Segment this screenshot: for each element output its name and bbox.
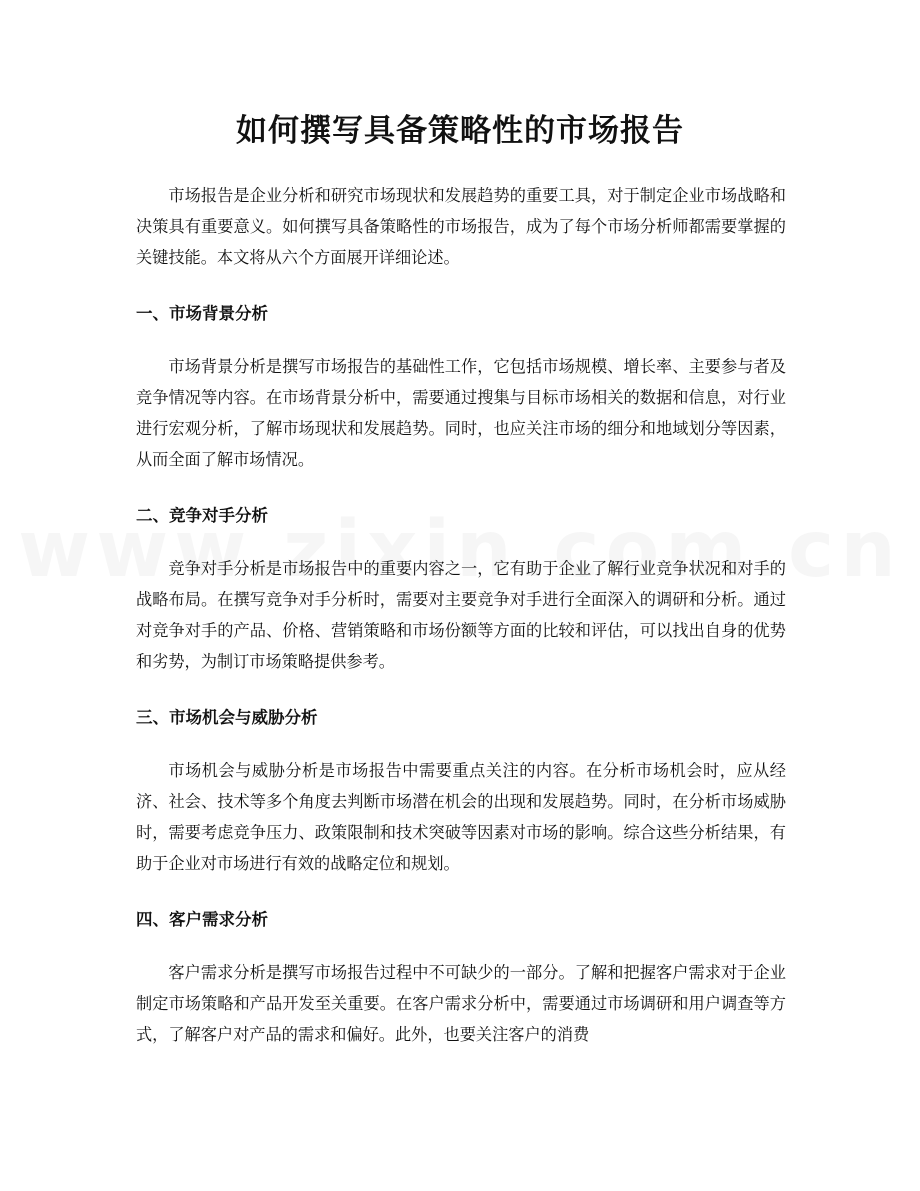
section-body-opportunity-threat: 市场机会与威胁分析是市场报告中需要重点关注的内容。在分析市场机会时，应从经济、社会、技术等多个角度去判断市场潜在机会的出现和发展趋势。同时，在分析市场威胁时，需要考虑竞争压力、政策限制和技术突破等因素对市场的影响。综合这些分析结果，有助于企业对市场进行有效的战略定位和规划。 [136,761,786,873]
section-body-market-background: 市场背景分析是撰写市场报告的基础性工作，它包括市场规模、增长率、主要参与者及竞争情况等内容。在市场背景分析中，需要通过搜集与目标市场相关的数据和信息，对行业进行宏观分析，了解市场现状和发展趋势。同时，也应关注市场的细分和地域划分等因素，从而全面了解市场情况。 [136,357,786,469]
document-body [136,180,786,1050]
section-heading-market-background: 一、市场背景分析 [136,304,268,323]
section-heading-customer-needs: 四、客户需求分析 [136,910,268,929]
section-heading-opportunity-threat: 三、市场机会与威胁分析 [136,708,318,727]
intro-paragraph: 市场报告是企业分析和研究市场现状和发展趋势的重要工具，对于制定企业市场战略和决策具有重要意义。如何撰写具备策略性的市场报告，成为了每个市场分析师都需要掌握的关键技能。本文将从六个方面展开详细论述。 [136,186,786,267]
page-title: 如何撰写具备策略性的市场报告 [236,113,684,149]
section-heading-competitor-analysis: 二、竞争对手分析 [136,506,268,525]
section-body-customer-needs: 客户需求分析是撰写市场报告过程中不可缺少的一部分。了解和把握客户需求对于企业制定市场策略和产品开发至关重要。在客户需求分析中，需要通过市场调研和用户调查等方式，了解客户对产品的需求和偏好。此外，也要关注客户的消费 [136,963,786,1044]
section-body-competitor-analysis: 竞争对手分析是市场报告中的重要内容之一，它有助于企业了解行业竞争状况和对手的战略布局。在撰写竞争对手分析时，需要对主要竞争对手进行全面深入的调研和分析。通过对竞争对手的产品、价格、营销策略和市场份额等方面的比较和评估，可以找出自身的优势和劣势，为制订市场策略提供参考。 [136,559,786,671]
